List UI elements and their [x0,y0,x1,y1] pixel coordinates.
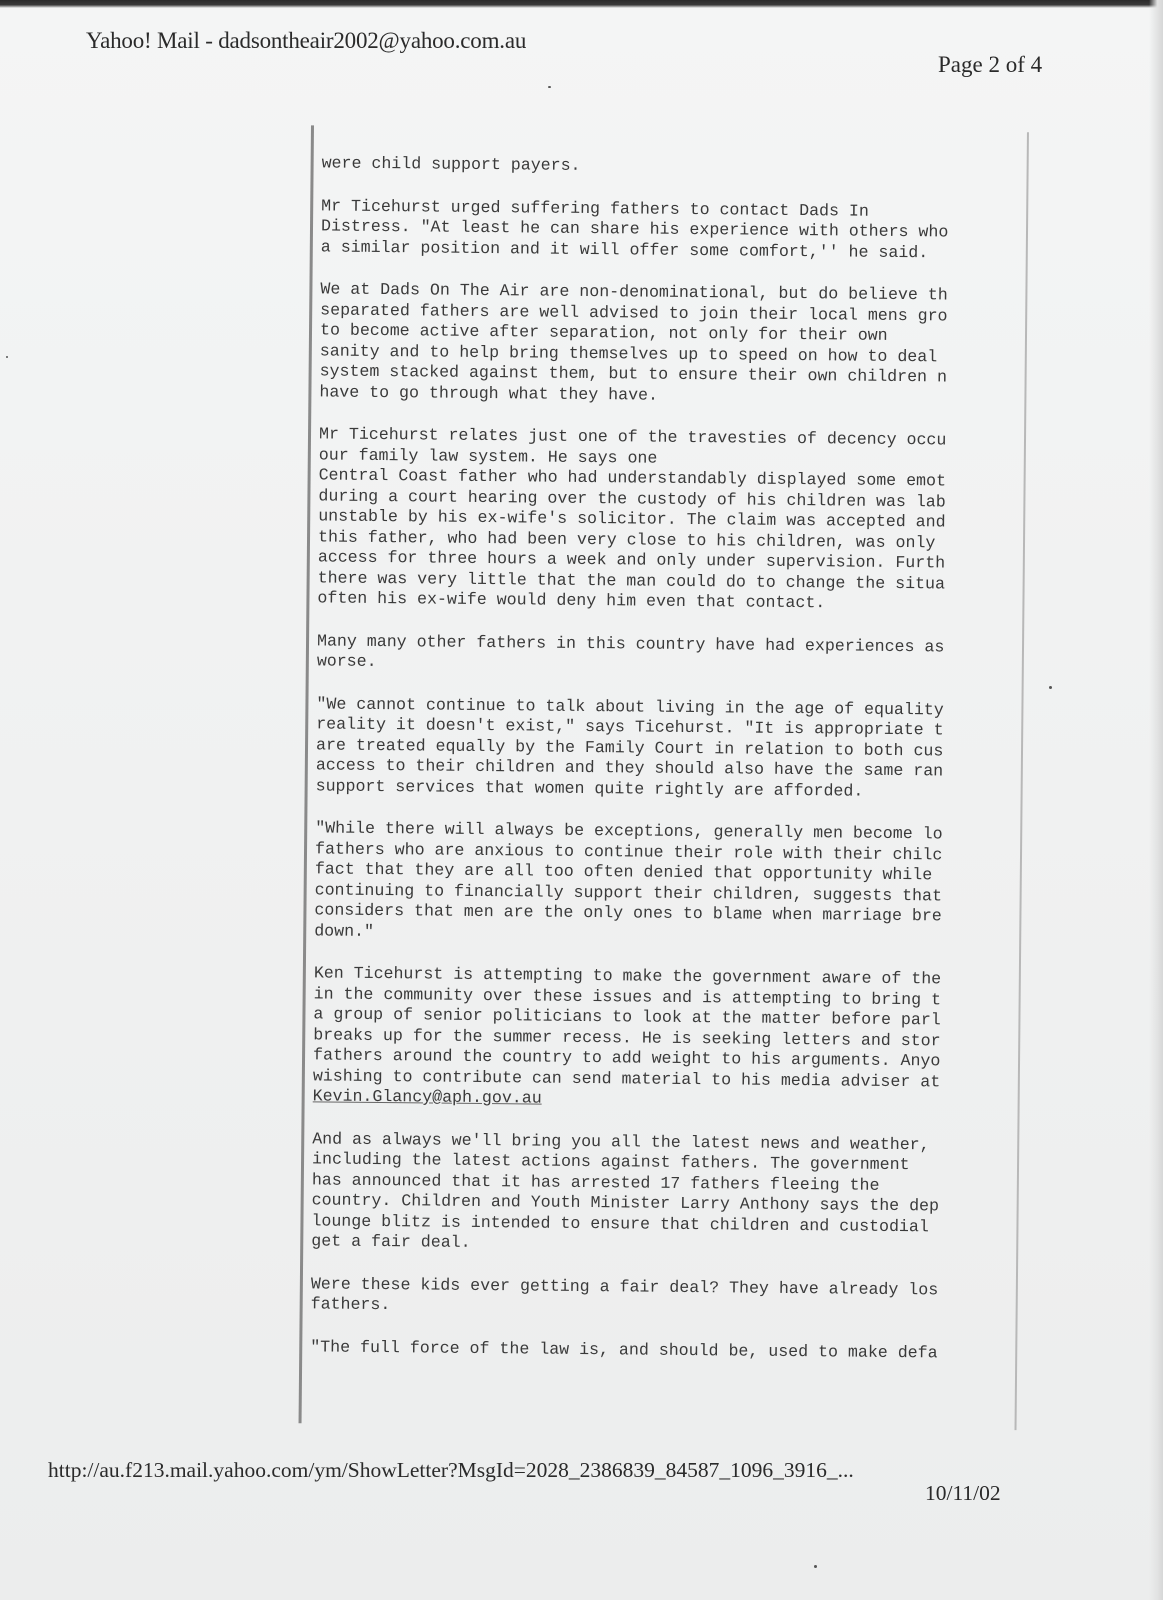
article-line: country. Children and Youth Minister Larry Anthony says the dep [311,1190,940,1216]
article-line: including the latest actions against fathers. The government [311,1149,910,1175]
article-line: fathers. [310,1294,391,1315]
message-body [310,153,1022,1386]
article-line: support services that women quite rightly are afforded. [315,775,864,801]
article-line: And as always we'll bring you all the latest news and weather, [312,1128,930,1154]
article-line: Central Coast father who had understandably displayed some emot [318,465,947,491]
footer-url: http://au.f213.mail.yahoo.com/ym/ShowLetter?MsgId=2028_2386839_84587_1096_3916_... [48,1458,854,1482]
article-line: fathers who are anxious to continue their role with their chilc [314,838,943,864]
article-line: in the community over these issues and is attempting to bring t [313,983,942,1009]
article-line: system stacked against them, but to ensure their own children n [319,361,948,387]
article-line: have to go through what they have. [319,381,659,405]
article-line: We at Dads On The Air are non-denominational, but do believe th [320,279,948,305]
scan-speck [548,86,551,88]
article-paragraph [316,694,1017,803]
article-line: were child support payers. [321,153,581,175]
article-line: unstable by his ex-wife's solicitor. The claim was accepted and [318,506,946,532]
article-line: "We cannot continue to talk about living in the age of equality [316,693,944,719]
scan-speck [6,356,8,358]
article-line: fact that they are all too often denied that opportunity while [314,859,933,885]
article-line: a similar position and it will offer some comfort,'' he said. [320,236,929,262]
article-line: lounge blitz is intended to ensure that children and custodial [311,1210,929,1236]
article-paragraph [321,196,1022,264]
article-line: there was very little that the man could do to change the situa [317,567,946,593]
article-line: access to their children and they should also have the same ran [315,755,944,781]
article-line: access for three hours a week and only under supervision. Furth [317,547,946,573]
article-line: down." [314,920,375,941]
article-line: often his ex-wife would deny him even that contact. [317,588,826,613]
article-line: our family law system. He says one [318,444,658,468]
article-line: to become active after separation, not only for their own [319,320,888,345]
article-line: has announced that it has arrested 17 fathers fleeing the [311,1169,880,1195]
article-line: Mr Ticehurst urged suffering fathers to contact Dads In [321,195,869,221]
article-line: worse. [316,651,377,671]
article-paragraph [317,631,1017,679]
article-line: Were these kids ever getting a fair deal? They have already los [310,1273,939,1299]
article-paragraph [322,153,1022,180]
article-line: "While there will always be exceptions, generally men become lo [315,818,943,844]
article-paragraph [311,1274,1011,1322]
scan-right-edge [1149,0,1163,1600]
article-paragraph [314,818,1015,948]
article-line: get a fair deal. [311,1231,471,1252]
article-line: Mr Ticehurst relates just one of the travesties of decency occu [318,424,947,450]
article-line: Many many other fathers in this country have had experiences as [316,630,945,656]
article-line: considers that men are the only ones to blame when marriage bre [314,900,942,926]
article-line: during a court hearing over the custody of his children was lab [318,485,946,511]
article-line: "The full force of the law is, and should be, used to make defa [310,1336,938,1362]
article-line: sanity and to help bring themselves up to speed on how to deal [319,340,938,366]
email-link[interactable]: Kevin.Glancy@aph.gov.au [312,1086,542,1108]
article-paragraph [319,279,1020,409]
article-line: continuing to financially support their children, suggests that [314,879,943,905]
article-line: separated fathers are well advised to join their local mens gro [320,299,948,325]
article-line: are treated equally by the Family Court in relation to both cus [315,734,944,760]
scan-top-edge [0,0,1163,8]
article-line: Distress. "At least he can share his experience with others who [320,216,949,242]
scan-speck [1049,686,1052,689]
article-line: a group of senior politicians to look at the matter before parl [313,1004,941,1030]
article-paragraph [311,1129,1012,1259]
article-line: Ken Ticehurst is attempting to make the government aware of the [313,963,942,989]
article-paragraph [313,963,1014,1113]
article-line: breaks up for the summer recess. He is seeking letters and stor [313,1024,941,1050]
footer-date: 10/11/02 [925,1481,1001,1505]
article-paragraph [310,1337,1010,1364]
article-line: fathers around the country to add weight to his arguments. Anyo [312,1045,941,1071]
page-indicator: Page 2 of 4 [938,52,1043,77]
scan-speck [814,1565,817,1568]
article-line: reality it doesn't exist," says Ticehurst. "It is appropriate t [316,714,944,740]
message-frame [266,125,1033,1432]
page-header-title: Yahoo! Mail - dadsontheair2002@yahoo.com.au [86,28,527,53]
article-line: this father, who had been very close to his children, was only [317,526,936,552]
article-line: wishing to contribute can send material to his media adviser at [312,1065,941,1091]
article-paragraph [317,424,1019,615]
